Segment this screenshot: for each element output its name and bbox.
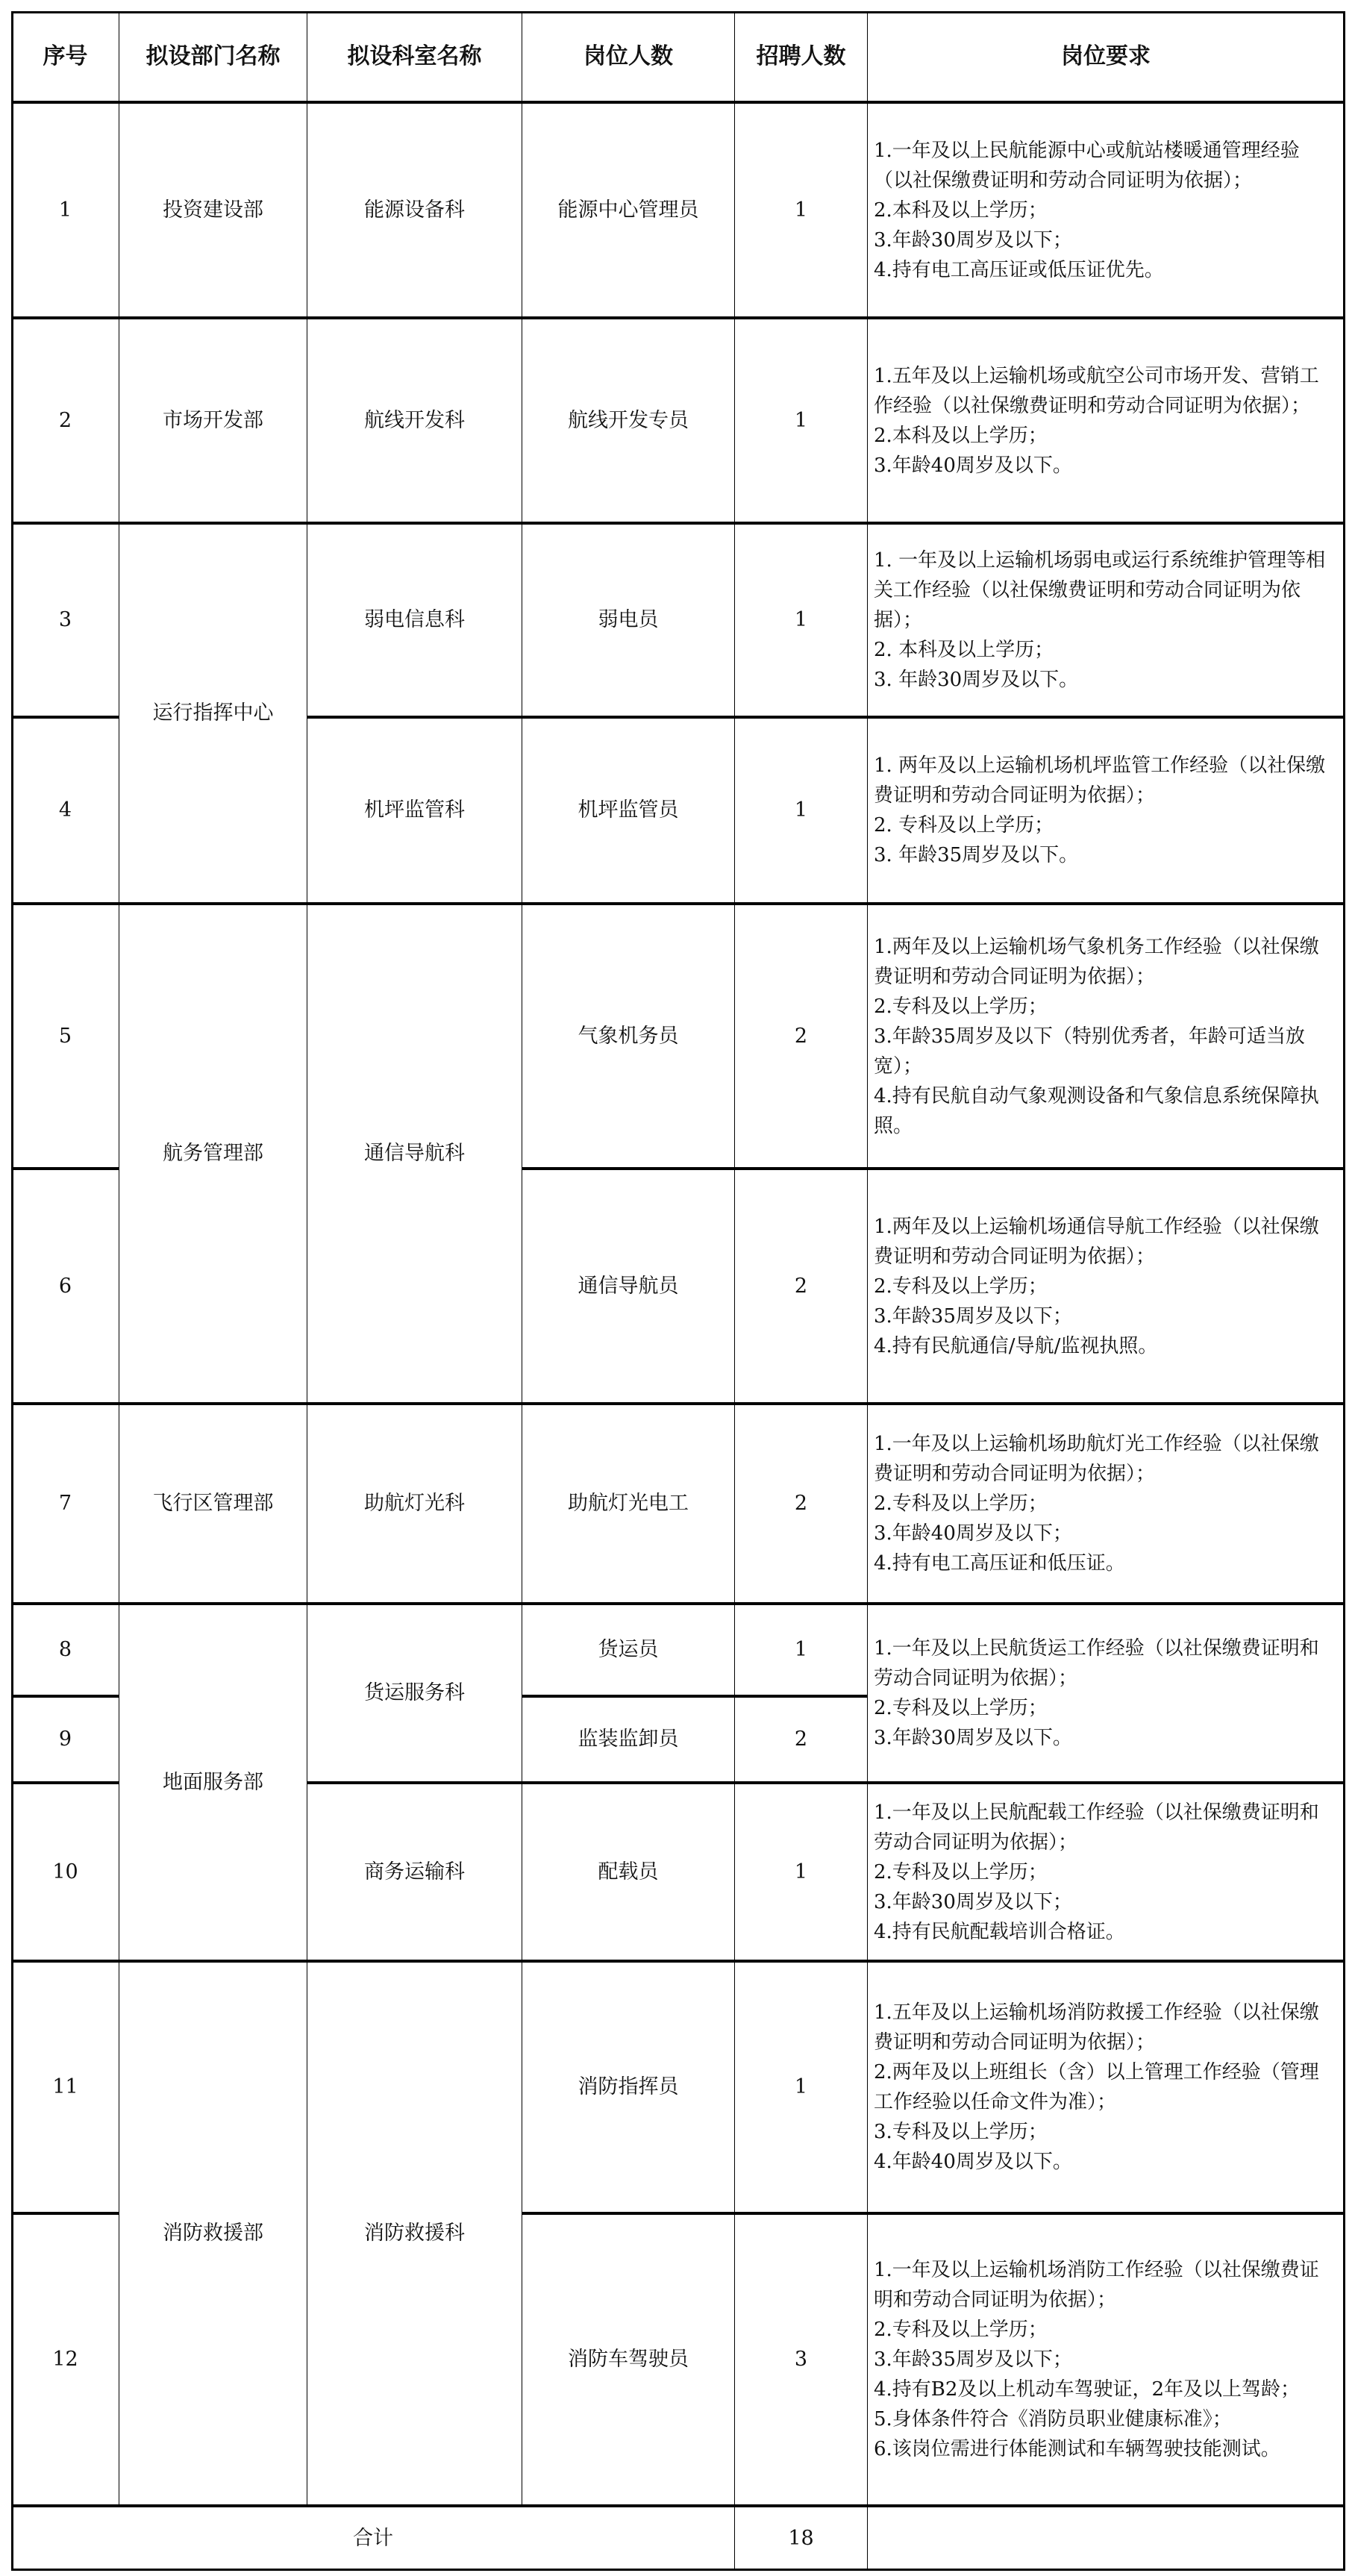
row-2-count: 1 <box>734 316 868 522</box>
requirement-item: 3. 年龄30周岁及以下。 <box>874 669 1079 691</box>
row-2-requirements <box>867 316 1345 522</box>
requirement-item: 2.专科及以上学历； <box>874 1860 1048 1883</box>
requirement-item: 3. 年龄35周岁及以下。 <box>874 844 1079 866</box>
total-requirements <box>867 2504 1345 2570</box>
row-1-seq: 1 <box>11 101 119 317</box>
row-6-requirements <box>867 1167 1345 1403</box>
row-10-count: 1 <box>734 1781 868 1960</box>
row-7-department: 飞行区管理部 <box>119 1402 307 1603</box>
row-5-seq: 5 <box>11 902 119 1168</box>
requirement-item: 4.持有电工高压证或低压证优先。 <box>874 258 1164 281</box>
header-requirements: 岗位要求 <box>867 11 1345 101</box>
rows-5-6-section: 通信导航科 <box>307 902 522 1403</box>
row-7-section: 助航灯光科 <box>307 1402 522 1603</box>
requirement-item: 2.专科及以上学历； <box>874 2319 1048 2341</box>
header-section: 拟设科室名称 <box>307 11 522 101</box>
row-3-requirements <box>867 522 1345 716</box>
requirement-item: 3.年龄30周岁及以下； <box>874 228 1072 251</box>
row-12-position: 消防车驾驶员 <box>522 2212 735 2505</box>
row-12-count: 3 <box>734 2212 868 2505</box>
row-1-section: 能源设备科 <box>307 101 522 317</box>
row-1-requirements <box>867 101 1345 317</box>
requirement-item: 3.年龄35周岁及以下； <box>874 1304 1072 1328</box>
row-5-position: 气象机务员 <box>522 902 735 1168</box>
requirement-item: 3.年龄30周岁及以下。 <box>874 1727 1072 1749</box>
row-10-seq: 10 <box>11 1781 119 1960</box>
row-1-position: 能源中心管理员 <box>522 101 735 317</box>
requirement-item: 1.五年及以上运输机场或航空公司市场开发、营销工作经验（以社保缴费证明和劳动合同证明为依据）； <box>874 364 1319 417</box>
requirement-item: 1.一年及以上民航能源中心或航站楼暖通管理经验（以社保缴费证明和劳动合同证明为依据）； <box>874 139 1300 192</box>
requirement-item: 2.专科及以上学历； <box>874 1697 1048 1719</box>
requirement-item: 4.持有民航自动气象观测设备和气象信息系统保障执照。 <box>874 1084 1319 1137</box>
requirement-item: 1.一年及以上民航货运工作经验（以社保缴费证明和劳动合同证明为依据）； <box>874 1637 1319 1689</box>
row-8-count: 1 <box>734 1602 868 1695</box>
rows-8-10-department: 地面服务部 <box>119 1602 307 1960</box>
requirement-item: 5.身体条件符合《消防员职业健康标准》； <box>874 2408 1232 2430</box>
rows-5-6-department: 航务管理部 <box>119 902 307 1403</box>
row-5-count: 2 <box>734 902 868 1168</box>
row-7-requirements <box>867 1402 1345 1603</box>
rows-3-4-department: 运行指挥中心 <box>119 522 307 903</box>
row-4-count: 1 <box>734 716 868 903</box>
requirement-item: 6.该岗位需进行体能测试和车辆驾驶技能测试。 <box>874 2438 1280 2460</box>
rows-8-9-section: 货运服务科 <box>307 1602 522 1782</box>
row-9-count: 2 <box>734 1695 868 1782</box>
header-recruit: 招聘人数 <box>734 11 868 101</box>
requirement-item: 3.年龄40周岁及以下； <box>874 1522 1072 1545</box>
row-10-section: 商务运输科 <box>307 1781 522 1960</box>
total-label: 合计 <box>11 2504 735 2570</box>
requirement-item: 1.两年及以上运输机场气象机务工作经验（以社保缴费证明和劳动合同证明为依据）； <box>874 935 1319 988</box>
row-11-position: 消防指挥员 <box>522 1960 735 2213</box>
requirement-item: 3.专科及以上学历； <box>874 2121 1048 2143</box>
requirement-item: 4.持有电工高压证和低压证。 <box>874 1552 1125 1575</box>
row-2-seq: 2 <box>11 316 119 522</box>
row-4-position: 机坪监管员 <box>522 716 735 903</box>
row-11-requirements <box>867 1960 1345 2213</box>
requirement-item: 3.年龄30周岁及以下； <box>874 1890 1072 1913</box>
requirement-item: 1. 两年及以上运输机场机坪监管工作经验（以社保缴费证明和劳动合同证明为依据）； <box>874 754 1326 807</box>
requirement-item: 1.两年及以上运输机场通信导航工作经验（以社保缴费证明和劳动合同证明为依据）； <box>874 1215 1319 1268</box>
rows-8-9-requirements <box>867 1602 1345 1782</box>
row-11-count: 1 <box>734 1960 868 2213</box>
requirement-item: 1.五年及以上运输机场消防救援工作经验（以社保缴费证明和劳动合同证明为依据）； <box>874 2001 1319 2054</box>
row-6-position: 通信导航员 <box>522 1167 735 1403</box>
requirement-item: 1. 一年及以上运输机场弱电或运行系统维护管理等相关工作经验（以社保缴费证明和劳动合同证明为依据）； <box>874 549 1326 631</box>
requirement-item: 2.两年及以上班组长（含）以上管理工作经验（管理工作经验以任命文件为准）； <box>874 2061 1319 2113</box>
row-2-department: 市场开发部 <box>119 316 307 522</box>
header-seq: 序号 <box>11 11 119 101</box>
requirement-item: 2.专科及以上学历； <box>874 995 1048 1018</box>
header-position: 岗位人数 <box>522 11 735 101</box>
row-2-section: 航线开发科 <box>307 316 522 522</box>
row-7-seq: 7 <box>11 1402 119 1603</box>
rows-11-12-section: 消防救援科 <box>307 1960 522 2505</box>
requirement-item: 2. 专科及以上学历； <box>874 814 1054 837</box>
requirement-item: 1.一年及以上民航配载工作经验（以社保缴费证明和劳动合同证明为依据）； <box>874 1801 1319 1854</box>
row-4-seq: 4 <box>11 716 119 903</box>
rows-11-12-department: 消防救援部 <box>119 1960 307 2505</box>
row-10-position: 配载员 <box>522 1781 735 1960</box>
requirement-item: 3.年龄35周岁及以下（特别优秀者，年龄可适当放宽）； <box>874 1025 1305 1078</box>
row-1-count: 1 <box>734 101 868 317</box>
requirement-item: 1.一年及以上运输机场助航灯光工作经验（以社保缴费证明和劳动合同证明为依据）； <box>874 1433 1319 1485</box>
row-4-section: 机坪监管科 <box>307 716 522 903</box>
row-8-seq: 8 <box>11 1602 119 1695</box>
requirement-item: 2.专科及以上学历； <box>874 1275 1048 1298</box>
requirement-item: 2. 本科及以上学历； <box>874 639 1054 661</box>
requirement-item: 2.本科及以上学历； <box>874 424 1048 447</box>
row-9-seq: 9 <box>11 1695 119 1782</box>
row-3-seq: 3 <box>11 522 119 716</box>
total-count: 18 <box>734 2504 868 2570</box>
requirement-item: 2.专科及以上学历； <box>874 1492 1048 1515</box>
header-department: 拟设部门名称 <box>119 11 307 101</box>
row-5-requirements <box>867 902 1345 1168</box>
requirement-item: 3.年龄40周岁及以下。 <box>874 454 1072 477</box>
row-8-position: 货运员 <box>522 1602 735 1695</box>
row-3-position: 弱电员 <box>522 522 735 716</box>
row-12-seq: 12 <box>11 2212 119 2505</box>
row-2-position: 航线开发专员 <box>522 316 735 522</box>
requirement-item: 2.本科及以上学历； <box>874 198 1048 222</box>
row-7-count: 2 <box>734 1402 868 1603</box>
requirement-item: 4.年龄40周岁及以下。 <box>874 2151 1072 2173</box>
requirement-item: 1.一年及以上运输机场消防工作经验（以社保缴费证明和劳动合同证明为依据）； <box>874 2259 1319 2311</box>
row-3-section: 弱电信息科 <box>307 522 522 716</box>
row-11-seq: 11 <box>11 1960 119 2213</box>
requirement-item: 3.年龄35周岁及以下； <box>874 2348 1072 2371</box>
row-12-requirements <box>867 2212 1345 2505</box>
row-6-seq: 6 <box>11 1167 119 1403</box>
row-3-count: 1 <box>734 522 868 716</box>
requirement-item: 4.持有民航配载培训合格证。 <box>874 1920 1125 1943</box>
row-1-department: 投资建设部 <box>119 101 307 317</box>
row-7-position: 助航灯光电工 <box>522 1402 735 1603</box>
row-9-position: 监装监卸员 <box>522 1695 735 1782</box>
requirement-item: 4.持有民航通信/导航/监视执照。 <box>874 1334 1158 1357</box>
row-6-count: 2 <box>734 1167 868 1403</box>
row-4-requirements <box>867 716 1345 903</box>
requirement-item: 4.持有B2及以上机动车驾驶证，2年及以上驾龄； <box>874 2378 1300 2401</box>
row-10-requirements <box>867 1781 1345 1960</box>
